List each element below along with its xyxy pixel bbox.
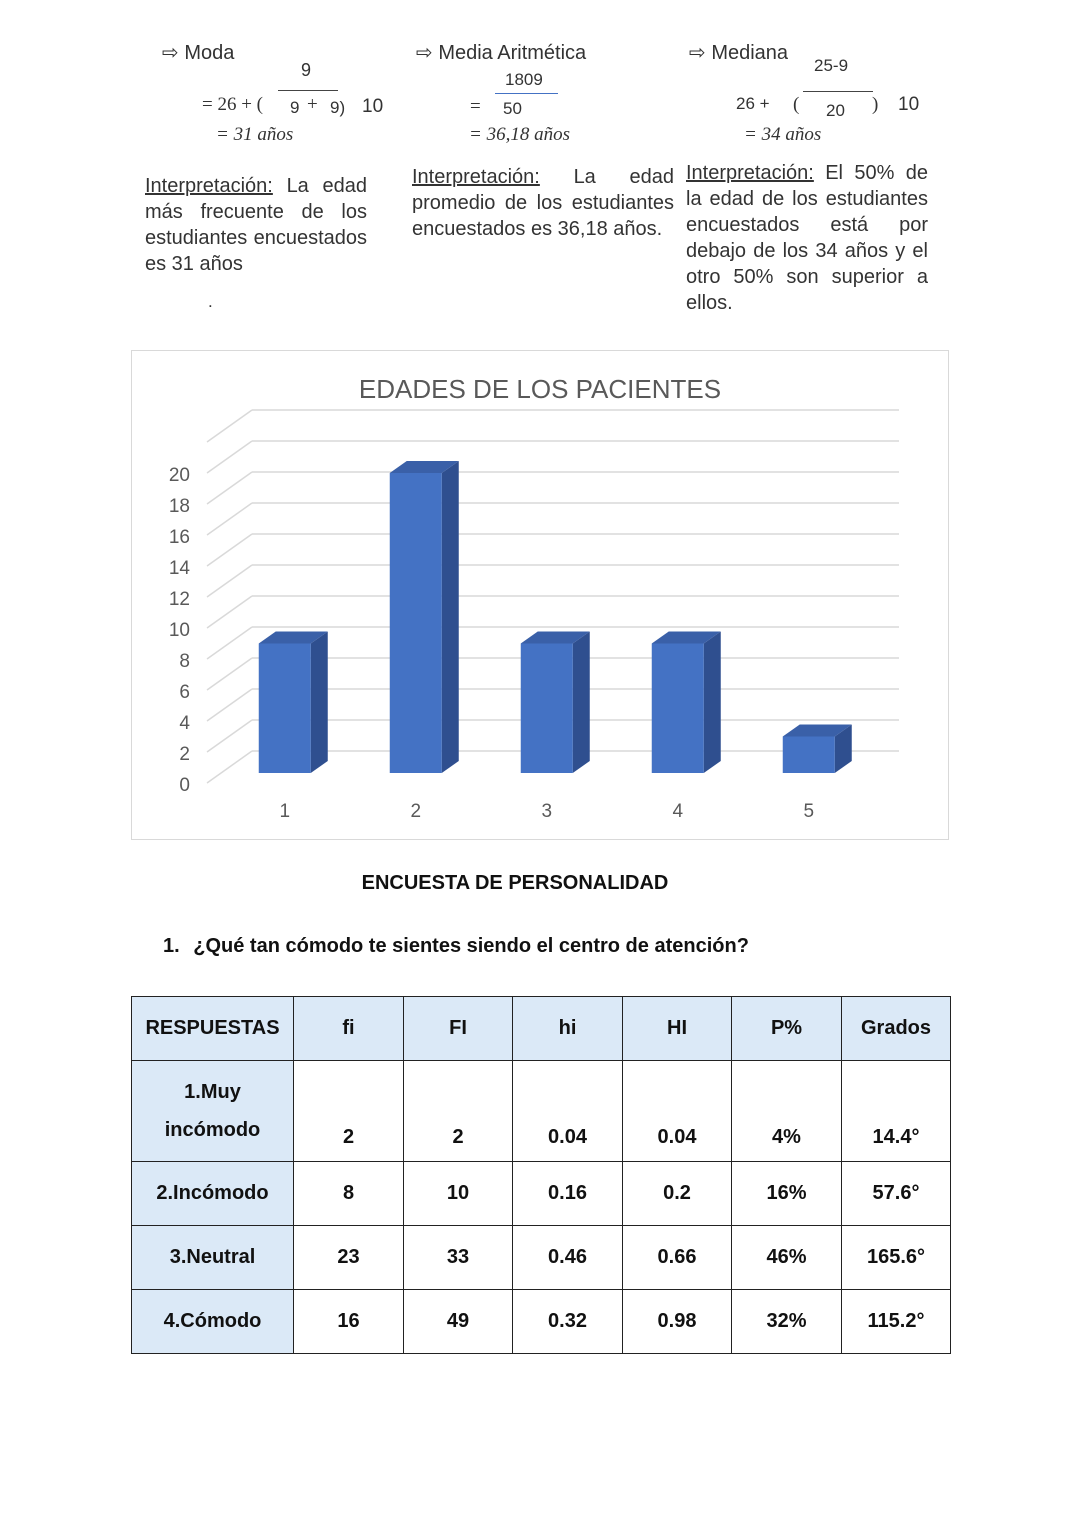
bar-front <box>390 473 442 773</box>
gridline-diagonal <box>207 658 252 690</box>
cell-FI: 2 <box>404 1061 513 1162</box>
bar-side <box>311 632 328 774</box>
mediana-prefix: 26 + <box>736 94 770 113</box>
x-tick-label: 3 <box>541 801 553 822</box>
table-row <box>132 1061 951 1162</box>
moda-line1-prefix: = 26 + ( <box>202 94 264 115</box>
gridline-diagonal <box>207 441 252 473</box>
arrow-icon: ⇨ <box>689 42 706 64</box>
header-HI: HI <box>623 997 732 1061</box>
media-interp-label: Interpretación: <box>412 166 540 188</box>
header-hi: hi <box>513 997 623 1061</box>
cell-grados: 57.6° <box>842 1162 951 1226</box>
bar-front <box>783 737 835 774</box>
moda-interpretation <box>145 173 367 277</box>
arrow-icon: ⇨ <box>162 42 179 64</box>
mediana-close-paren: ) <box>872 94 879 115</box>
cell-HI: 0.04 <box>623 1061 732 1162</box>
table-row <box>132 1226 951 1290</box>
row-response: 3.Neutral <box>132 1226 294 1290</box>
media-interpretation <box>412 164 674 242</box>
mediana-interpretation <box>686 160 928 316</box>
bar-front <box>652 644 704 774</box>
bar <box>783 725 852 774</box>
row-response <box>132 1061 294 1162</box>
table-header-row <box>132 997 951 1061</box>
moda-den-b: 9) <box>330 98 346 117</box>
y-tick-label: 16 <box>168 527 190 548</box>
cell-hi: 0.32 <box>513 1290 623 1354</box>
cell-percent: 46% <box>732 1226 842 1290</box>
gridline-diagonal <box>207 503 252 535</box>
gridline-diagonal <box>207 410 252 442</box>
gridline-diagonal <box>207 720 252 752</box>
bar <box>390 461 459 773</box>
y-tick-label: 6 <box>179 682 190 703</box>
x-tick-label: 4 <box>672 801 684 822</box>
question-number: 1. <box>163 935 180 957</box>
chart-x-ticks <box>279 801 814 822</box>
y-tick-label: 10 <box>168 620 190 641</box>
chart-frame <box>131 350 949 840</box>
gridline-diagonal <box>207 627 252 659</box>
cell-fi: 8 <box>294 1162 404 1226</box>
cell-percent: 4% <box>732 1061 842 1162</box>
moda-title-text: Moda <box>184 42 235 64</box>
y-tick-label: 14 <box>168 558 190 579</box>
mediana-denominator: 20 <box>826 101 845 120</box>
cell-grados: 115.2° <box>842 1290 951 1354</box>
question-text: ¿Qué tan cómodo te sientes siendo el centro de atención? <box>193 935 749 957</box>
mediana-interp-label: Interpretación: <box>686 162 814 184</box>
y-tick-label: 4 <box>179 713 190 734</box>
response-line-2: incómodo <box>164 1119 261 1141</box>
x-tick-label: 1 <box>279 801 291 822</box>
cell-fi: 23 <box>294 1226 404 1290</box>
media-numerator: 1809 <box>505 70 543 89</box>
media-eq: = <box>470 96 481 117</box>
cell-hi: 0.04 <box>513 1061 623 1162</box>
cell-hi: 0.16 <box>513 1162 623 1226</box>
cell-HI: 0.66 <box>623 1226 732 1290</box>
cell-FI: 49 <box>404 1290 513 1354</box>
mediana-interp-text: El 50% de la edad de los estudiantes encuestados está por debajo de los 34 años y el otro 50% son superior a ellos. <box>686 162 928 314</box>
media-fraction-line <box>495 93 558 94</box>
cell-fi: 2 <box>294 1061 404 1162</box>
y-tick-label: 20 <box>168 465 190 486</box>
media-result: = 36,18 años <box>469 124 570 145</box>
moda-trailing-dot: . <box>208 292 213 311</box>
bar <box>259 632 328 774</box>
mediana-title <box>689 40 788 65</box>
response-line-1: 1.Muy <box>184 1081 241 1103</box>
header-grados: Grados <box>842 997 951 1061</box>
moda-title <box>162 40 234 65</box>
gridline-diagonal <box>207 751 252 783</box>
header-respuestas: RESPUESTAS <box>132 997 294 1061</box>
y-tick-label: 2 <box>179 744 190 765</box>
media-title <box>416 40 586 65</box>
moda-fraction-line <box>278 90 338 91</box>
bar-front <box>259 644 311 774</box>
cell-HI: 0.2 <box>623 1162 732 1226</box>
chart-bars <box>259 461 852 773</box>
moda-den-a: 9 <box>290 98 300 117</box>
moda-factor: 10 <box>362 96 384 117</box>
table-row <box>132 1162 951 1226</box>
row-response: 4.Cómodo <box>132 1290 294 1354</box>
media-denominator: 50 <box>503 99 522 118</box>
moda-numerator: 9 <box>301 60 312 80</box>
gridline-diagonal <box>207 534 252 566</box>
frequency-table <box>131 996 951 1354</box>
survey-question <box>163 935 749 958</box>
cell-grados: 14.4° <box>842 1061 951 1162</box>
moda-interp-text: La edad más frecuente de los estudiantes encuestados es 31 años <box>145 175 367 275</box>
gridline-diagonal <box>207 596 252 628</box>
y-tick-label: 8 <box>179 651 190 672</box>
cell-FI: 33 <box>404 1226 513 1290</box>
cell-fi: 16 <box>294 1290 404 1354</box>
cell-percent: 16% <box>732 1162 842 1226</box>
gridline-diagonal <box>207 472 252 504</box>
row-response: 2.Incómodo <box>132 1162 294 1226</box>
survey-title: ENCUESTA DE PERSONALIDAD <box>361 872 669 894</box>
chart-y-ticks <box>169 465 191 796</box>
y-tick-label: 0 <box>179 775 190 796</box>
y-tick-label: 18 <box>168 496 190 517</box>
bar <box>521 632 590 774</box>
bar-side <box>442 461 459 773</box>
moda-plus: + <box>307 94 318 115</box>
x-tick-label: 2 <box>410 801 422 822</box>
mediana-open-paren: ( <box>793 94 800 115</box>
gridline-diagonal <box>207 689 252 721</box>
cell-HI: 0.98 <box>623 1290 732 1354</box>
bar-side <box>704 632 721 774</box>
chart-title: EDADES DE LOS PACIENTES <box>358 374 722 404</box>
bar-chart <box>132 351 947 838</box>
cell-percent: 32% <box>732 1290 842 1354</box>
mediana-result: = 34 años <box>744 124 822 145</box>
mediana-factor: 10 <box>898 94 920 115</box>
cell-grados: 165.6° <box>842 1226 951 1290</box>
gridline-diagonal <box>207 565 252 597</box>
header-FI: FI <box>404 997 513 1061</box>
media-title-text: Media Aritmética <box>438 42 587 64</box>
x-tick-label: 5 <box>803 801 815 822</box>
cell-hi: 0.46 <box>513 1226 623 1290</box>
arrow-icon: ⇨ <box>416 42 433 64</box>
header-percent: P% <box>732 997 842 1061</box>
table-row <box>132 1290 951 1354</box>
mediana-fraction-line <box>803 91 873 92</box>
cell-FI: 10 <box>404 1162 513 1226</box>
media-interp-text: La edad promedio de los estudiantes encuestados es 36,18 años. <box>412 166 674 240</box>
header-fi: fi <box>294 997 404 1061</box>
bar <box>652 632 721 774</box>
moda-interp-label: Interpretación: <box>145 175 273 197</box>
y-tick-label: 12 <box>168 589 190 610</box>
mediana-title-text: Mediana <box>711 42 789 64</box>
moda-result: = 31 años <box>216 124 294 145</box>
bar-front <box>521 644 573 774</box>
bar-side <box>573 632 590 774</box>
mediana-numerator: 25-9 <box>814 56 849 75</box>
